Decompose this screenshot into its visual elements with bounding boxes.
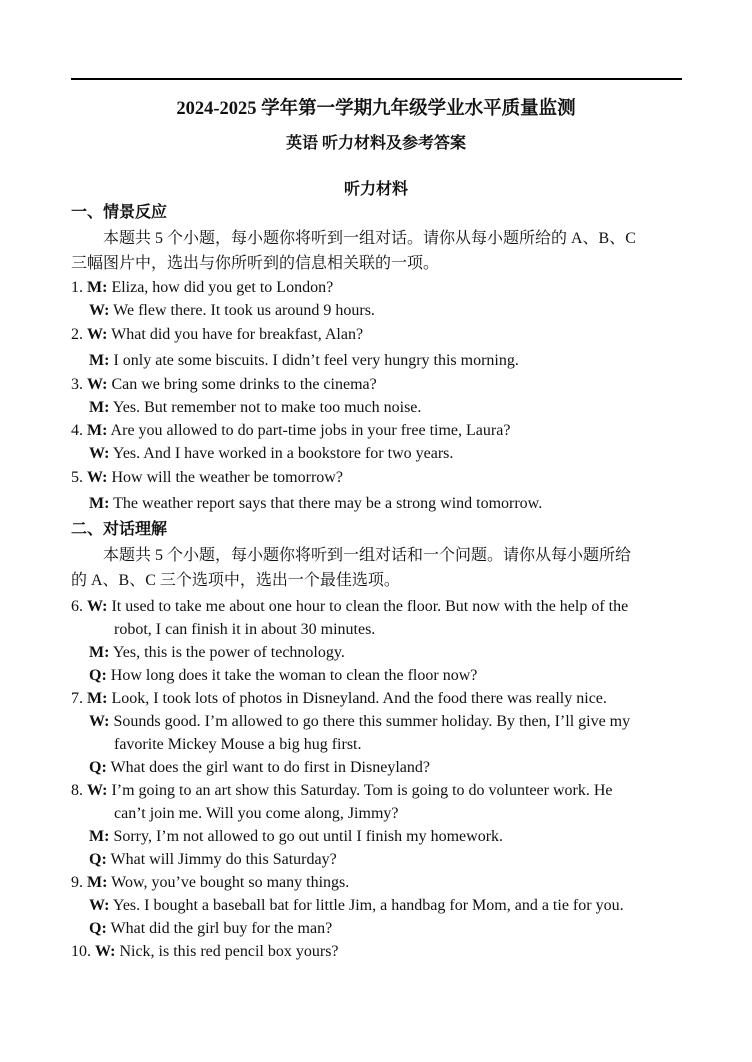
dialog-text: Are you allowed to do part-time jobs in your free time, Laura? <box>107 422 511 439</box>
dialog-text: What did you have for breakfast, Alan? <box>107 326 364 343</box>
dialog-5-line2 <box>89 494 542 514</box>
part1-intro-line2: 三幅图片中，选出与你所听到的信息相关联的一项。 <box>71 255 440 272</box>
item-number: 5. <box>71 469 83 486</box>
dialog-6-line2 <box>89 643 345 663</box>
dialog-8-question <box>89 850 337 870</box>
item-number: 6. <box>71 598 83 615</box>
dialog-7-line2-cont: favorite Mickey Mouse a big hug first. <box>114 736 362 753</box>
dialog-6-question <box>89 666 477 686</box>
dialog-text: Can we bring some drinks to the cinema? <box>107 376 377 393</box>
dialog-10-line1 <box>71 942 339 962</box>
speaker-label: Q: <box>89 851 107 868</box>
dialog-1-line2 <box>89 301 375 321</box>
speaker-label: M: <box>89 352 110 369</box>
dialog-6-line1 <box>71 597 628 617</box>
speaker-label: W: <box>87 469 108 486</box>
speaker-label: Q: <box>89 920 107 937</box>
dialog-4-line2 <box>89 444 453 464</box>
document-title: 2024-2025 学年第一学期九年级学业水平质量监测 <box>176 99 576 119</box>
item-number: 10. <box>71 943 91 960</box>
dialog-8-line2 <box>89 827 503 847</box>
speaker-label: M: <box>87 690 108 707</box>
speaker-label: W: <box>89 897 110 914</box>
speaker-label: W: <box>87 326 108 343</box>
dialog-text: I’m going to an art show this Saturday. Tom is going to do volunteer work. He <box>107 782 613 799</box>
dialog-text: Nick, is this red pencil box yours? <box>115 943 339 960</box>
dialog-7-line2 <box>89 712 630 732</box>
dialog-5-line1 <box>71 468 343 488</box>
document-subtitle: 英语 听力材料及参考答案 <box>285 135 466 152</box>
dialog-6-line1-cont: robot, I can finish it in about 30 minutes. <box>114 621 376 638</box>
dialog-text: Yes. And I have worked in a bookstore for two years. <box>109 445 454 462</box>
speaker-label: W: <box>87 598 108 615</box>
dialog-text: Wow, you’ve bought so many things. <box>107 874 350 891</box>
speaker-label: W: <box>87 376 108 393</box>
speaker-label: M: <box>87 874 108 891</box>
header-rule <box>71 78 682 80</box>
speaker-label: M: <box>87 279 108 296</box>
dialog-4-line1 <box>71 421 510 441</box>
dialog-text: How will the weather be tomorrow? <box>107 469 343 486</box>
dialog-8-line1 <box>71 781 613 801</box>
part2-intro-line1: 本题共 5 个小题，每小题你将听到一组对话和一个问题。请你从每小题所给 <box>103 547 632 564</box>
dialog-text: Look, I took lots of photos in Disneyland. And the food there was really nice. <box>107 690 607 707</box>
speaker-label: W: <box>87 782 108 799</box>
dialog-text: The weather report says that there may be a strong wind tomorrow. <box>109 495 543 512</box>
item-number: 9. <box>71 874 83 891</box>
dialog-2-line1 <box>71 325 363 345</box>
dialog-text: Sounds good. I’m allowed to go there this summer holiday. By then, I’ll give my <box>109 713 631 730</box>
dialog-9-question <box>89 919 332 939</box>
item-number: 8. <box>71 782 83 799</box>
speaker-label: Q: <box>89 759 107 776</box>
item-number: 2. <box>71 326 83 343</box>
speaker-label: W: <box>95 943 116 960</box>
dialog-text: Yes, this is the power of technology. <box>109 644 345 661</box>
section-title: 听力材料 <box>343 181 408 198</box>
speaker-label: M: <box>87 422 108 439</box>
dialog-text: What did the girl buy for the man? <box>106 920 333 937</box>
dialog-3-line2 <box>89 398 421 418</box>
speaker-label: Q: <box>89 667 107 684</box>
dialog-text: Eliza, how did you get to London? <box>107 279 334 296</box>
dialog-text: How long does it take the woman to clean the floor now? <box>106 667 478 684</box>
item-number: 4. <box>71 422 83 439</box>
dialog-9-line1 <box>71 873 349 893</box>
speaker-label: W: <box>89 302 110 319</box>
speaker-label: W: <box>89 445 110 462</box>
item-number: 7. <box>71 690 83 707</box>
part2-intro-line2: 的 A、B、C 三个选项中，选出一个最佳选项。 <box>71 572 400 589</box>
speaker-label: M: <box>89 495 110 512</box>
dialog-7-question <box>89 758 430 778</box>
dialog-text: Sorry, I’m not allowed to go out until I finish my homework. <box>109 828 504 845</box>
item-number: 3. <box>71 376 83 393</box>
dialog-1-line1 <box>71 278 333 298</box>
speaker-label: W: <box>89 713 110 730</box>
dialog-9-line2 <box>89 896 624 916</box>
dialog-text: Yes. I bought a baseball bat for little Jim, a handbag for Mom, and a tie for you. <box>109 897 624 914</box>
part1-intro-line1: 本题共 5 个小题，每小题你将听到一组对话。请你从每小题所给的 A、B、C <box>103 230 636 247</box>
part2-heading: 二、对话理解 <box>71 521 168 538</box>
part1-heading: 一、情景反应 <box>71 204 168 221</box>
dialog-8-line1-cont: can’t join me. Will you come along, Jimmy? <box>114 805 399 822</box>
dialog-2-line2 <box>89 351 519 371</box>
speaker-label: M: <box>89 828 110 845</box>
item-number: 1. <box>71 279 83 296</box>
dialog-text: We flew there. It took us around 9 hours. <box>109 302 375 319</box>
dialog-text: I only ate some biscuits. I didn’t feel very hungry this morning. <box>109 352 519 369</box>
dialog-text: Yes. But remember not to make too much noise. <box>109 399 422 416</box>
speaker-label: M: <box>89 644 110 661</box>
speaker-label: M: <box>89 399 110 416</box>
dialog-3-line1 <box>71 375 377 395</box>
dialog-text: It used to take me about one hour to clean the floor. But now with the help of the <box>107 598 629 615</box>
dialog-text: What does the girl want to do first in Disneyland? <box>106 759 430 776</box>
dialog-7-line1 <box>71 689 607 709</box>
dialog-text: What will Jimmy do this Saturday? <box>106 851 337 868</box>
